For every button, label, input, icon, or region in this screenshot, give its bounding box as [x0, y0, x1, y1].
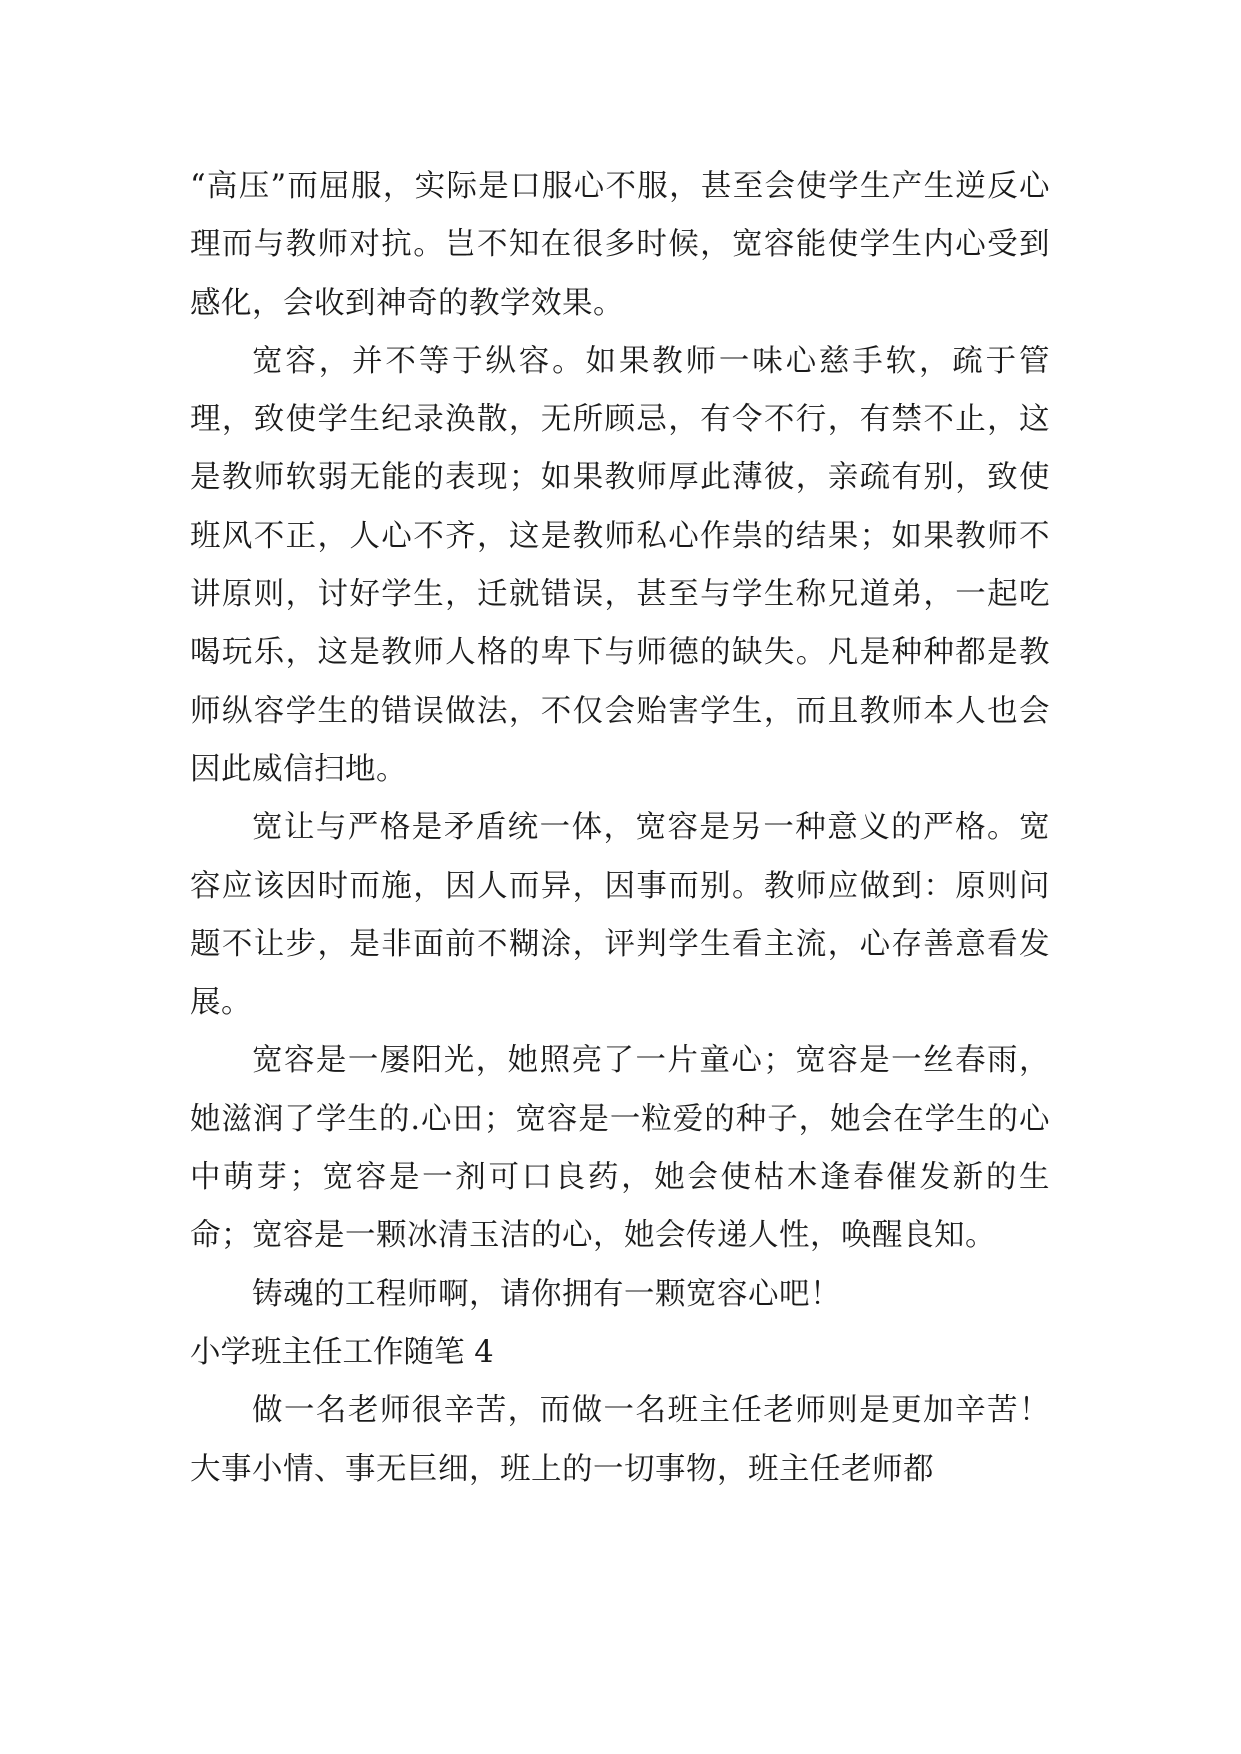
paragraph-tolerance-and-strictness: 宽让与严格是矛盾统一体，宽容是另一种意义的严格。宽容应该因时而施，因人而异，因事而别。教师应做到：原则问题不让步，是非面前不糊涂，评判学生看主流，心存善意看发展。 [190, 810, 1050, 1021]
paragraph-tolerance-vs-indulgence: 宽容，并不等于纵容。如果教师一味心慈手软，疏于管理，致使学生纪录涣散，无所顾忌，有令不行，有禁不止，这是教师软弱无能的表现；如果教师厚此薄彼，亲疏有别，致使班风不正，人心不齐，这是教师私心作祟的结果；如果教师不讲原则，讨好学生，迁就错误，甚至与学生称兄道弟，一起吃喝玩乐，这是教师人格的卑下与师德的缺失。凡是种种都是教师纵容学生的错误做法，不仅会贻害学生，而且教师本人也会因此威信扫地。 [190, 343, 1050, 787]
paragraph-exhortation: 铸魂的工程师啊，请你拥有一颗宽容心吧！ [252, 1276, 841, 1312]
paragraph-continuation: “高压”而屈服，实际是口服心不服，甚至会使学生产生逆反心理而与教师对抗。岂不知在很多时候，宽容能使学生内心受到感化，会收到神奇的教学效果。 [190, 169, 1050, 321]
body-text [190, 158, 1050, 1499]
paragraph-head-teacher-work: 做一名老师很辛苦，而做一名班主任老师则是更加辛苦！大事小情、事无巨细，班上的一切事物，班主任老师都 [190, 1393, 1050, 1487]
section-heading: 小学班主任工作随笔 4 [190, 1334, 494, 1370]
paragraph-tolerance-metaphors: 宽容是一屡阳光，她照亮了一片童心；宽容是一丝春雨，她滋润了学生的.心田；宽容是一粒爱的种子，她会在学生的心中萌芽；宽容是一剂可口良药，她会使枯木逢春催发新的生命；宽容是一颗冰清玉洁的心，她会传递人性，唤醒良知。 [190, 1043, 1050, 1254]
